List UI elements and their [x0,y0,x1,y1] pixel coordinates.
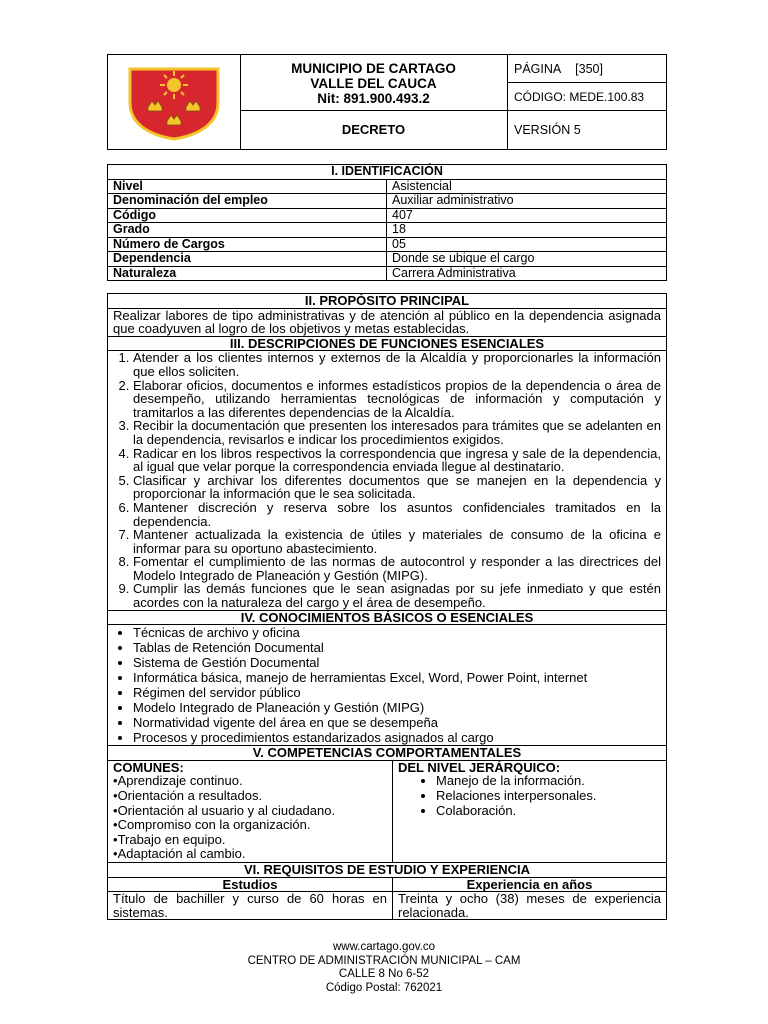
page-number-text: [350] [575,62,603,76]
table-row [108,194,667,209]
hierarchical-competencies-title: DEL NIVEL JERÁRQUICO: [398,759,561,775]
purpose-title: II. PROPÓSITO PRINCIPAL [108,294,667,309]
field-label: Naturaleza [108,266,387,281]
table-row [108,237,667,252]
version-box [508,111,666,149]
requirements-title: VI. REQUISITOS DE ESTUDIO Y EXPERIENCIA [108,863,667,878]
list-item: • Orientación al usuario y al ciudadano. [113,804,387,819]
list-item: 6. Mantener discreción y reserva sobre los asuntos confidenciales tramitados en la dependencia. [133,501,661,528]
list-item: 7. Mantener actualizada la existencia de útiles y materiales de consumo de la oficina e informar para su oportuno abastecimiento. [133,528,661,555]
list-item: 1. Atender a los clientes internos y externos de la Alcaldía y proporcionarles la información que ellos soliciten. [133,351,661,378]
field-value: Auxiliar administrativo [387,194,667,209]
list-item: • Normatividad vigente del área en que se desempeña [133,715,661,730]
table-row [108,252,667,267]
hierarchical-competencies-list [398,774,661,818]
table-row [108,223,667,238]
knowledge-list [113,625,661,745]
common-competencies-title: COMUNES: [113,759,184,775]
field-label: Número de Cargos [108,237,387,252]
footer-center: CENTRO DE ADMINISTRACIÓN MUNICIPAL – CAM [247,954,521,967]
header-grid [107,54,667,150]
field-label: Dependencia [108,252,387,267]
list-item: • Aprendizaje continuo. [113,774,387,789]
identification-title: I. IDENTIFICACIÓN [108,165,667,180]
field-value: Carrera Administrativa [387,266,667,281]
field-value: 05 [387,237,667,252]
list-item: • Colaboración. [436,804,661,819]
municipal-shield-icon [122,63,226,141]
competencies-title: V. COMPETENCIAS COMPORTAMENTALES [108,746,667,761]
table-row [108,266,667,281]
list-item: • Trabajo en equipo. [113,833,387,848]
municipality-title: MUNICIPIO DE CARTAGO [291,61,456,76]
field-value: Asistencial [387,179,667,194]
document-type-box [240,111,508,149]
table-row [108,179,667,194]
knowledge-title: IV. CONOCIMIENTOS BÁSICOS O ESENCIALES [108,610,667,625]
page-box [508,55,666,83]
experience-value: Treinta y ocho (38) meses de experiencia relacionada. [393,892,667,920]
functions-cell [108,351,667,610]
field-label: Código [108,208,387,223]
list-item: • Técnicas de archivo y oficina [133,625,661,640]
list-item: 4. Radicar en los libros respectivos la correspondencia que ingresa y sale de la dependencia, al igual que velar porque la correspondencia enviada llegue al destinatario. [133,447,661,474]
list-item: • Compromiso con la organización. [113,818,387,833]
nit-label: Nit: 891.900.493.2 [317,91,430,106]
page-footer [0,941,768,995]
list-item: 8. Fomentar el cumplimiento de las normas de autocontrol y responder a las directrices del Modelo Integrado de Planeación y Gestión (MIPG). [133,555,661,582]
footer-postal: Código Postal: 762021 [325,981,443,994]
document-version: VERSIÓN 5 [514,123,581,137]
document-type: DECRETO [341,122,406,137]
common-competencies-cell [108,760,393,862]
experience-header: Experiencia en años [393,877,667,892]
field-value: 407 [387,208,667,223]
list-item: • Informática básica, manejo de herramientas Excel, Word, Power Point, internet [133,670,661,685]
list-item: • Adaptación al cambio. [113,847,387,862]
logo-box [108,55,241,149]
document-code: CÓDIGO: MEDE.100.83 [514,90,645,104]
field-label: Grado [108,223,387,238]
list-item: 3. Recibir la documentación que presenten los interesados para trámites que se adelanten en la dependencia, revisarlos e indicar los procedimientos exigidos. [133,419,661,446]
field-label: Nivel [108,179,387,194]
studies-value: Título de bachiller y curso de 60 horas en sistemas. [108,892,393,920]
functions-title: III. DESCRIPCIONES DE FUNCIONES ESENCIALES [108,336,667,351]
functions-list [113,351,661,609]
page-label-text: PÁGINA [514,62,562,76]
common-competencies-list [113,774,387,862]
list-item: • Manejo de la información. [436,774,661,789]
identification-table [107,164,667,281]
list-item: • Modelo Integrado de Planeación y Gestión (MIPG) [133,700,661,715]
list-item: 9. Cumplir las demás funciones que le sean asignadas por su jefe inmediato y que estén acordes con la naturaleza del cargo y el área de desempeño. [133,582,661,609]
footer-website: www.cartago.gov.co [332,941,436,953]
field-value: Donde se ubique el cargo [387,252,667,267]
code-box [508,83,666,111]
list-item: • Procesos y procedimientos estandarizados asignados al cargo [133,730,661,745]
hierarchical-competencies-cell [393,760,667,862]
list-item: • Orientación a resultados. [113,789,387,804]
studies-header: Estudios [108,877,393,892]
list-item: 2. Elaborar oficios, documentos e informes estadísticos propios de la dependencia o área de desempeño, utilizando herramientas tecnológicas de información y computación y tramitarlos a las diferentes dependencias de la Alcaldía. [133,379,661,420]
list-item: • Relaciones interpersonales. [436,789,661,804]
list-item: • Régimen del servidor público [133,685,661,700]
field-label: Denominación del empleo [108,194,387,209]
purpose-text: Realizar labores de tipo administrativas y de atención al público en la dependencia asignada que coadyuven al logro de los objetivos y metas establecidas. [108,308,667,336]
department-title: VALLE DEL CAUCA [310,76,437,91]
job-description-table [107,293,667,920]
footer-address: CALLE 8 No 6-52 [338,968,430,980]
list-item: 5. Clasificar y archivar los diferentes documentos que se manejen en la dependencia y proporcionar la información que le sea solicitada. [133,474,661,501]
field-value: 18 [387,223,667,238]
list-item: • Sistema de Gestión Documental [133,655,661,670]
table-row [108,208,667,223]
municipality-header [240,55,508,111]
knowledge-cell [108,625,667,746]
list-item: • Tablas de Retención Documental [133,640,661,655]
